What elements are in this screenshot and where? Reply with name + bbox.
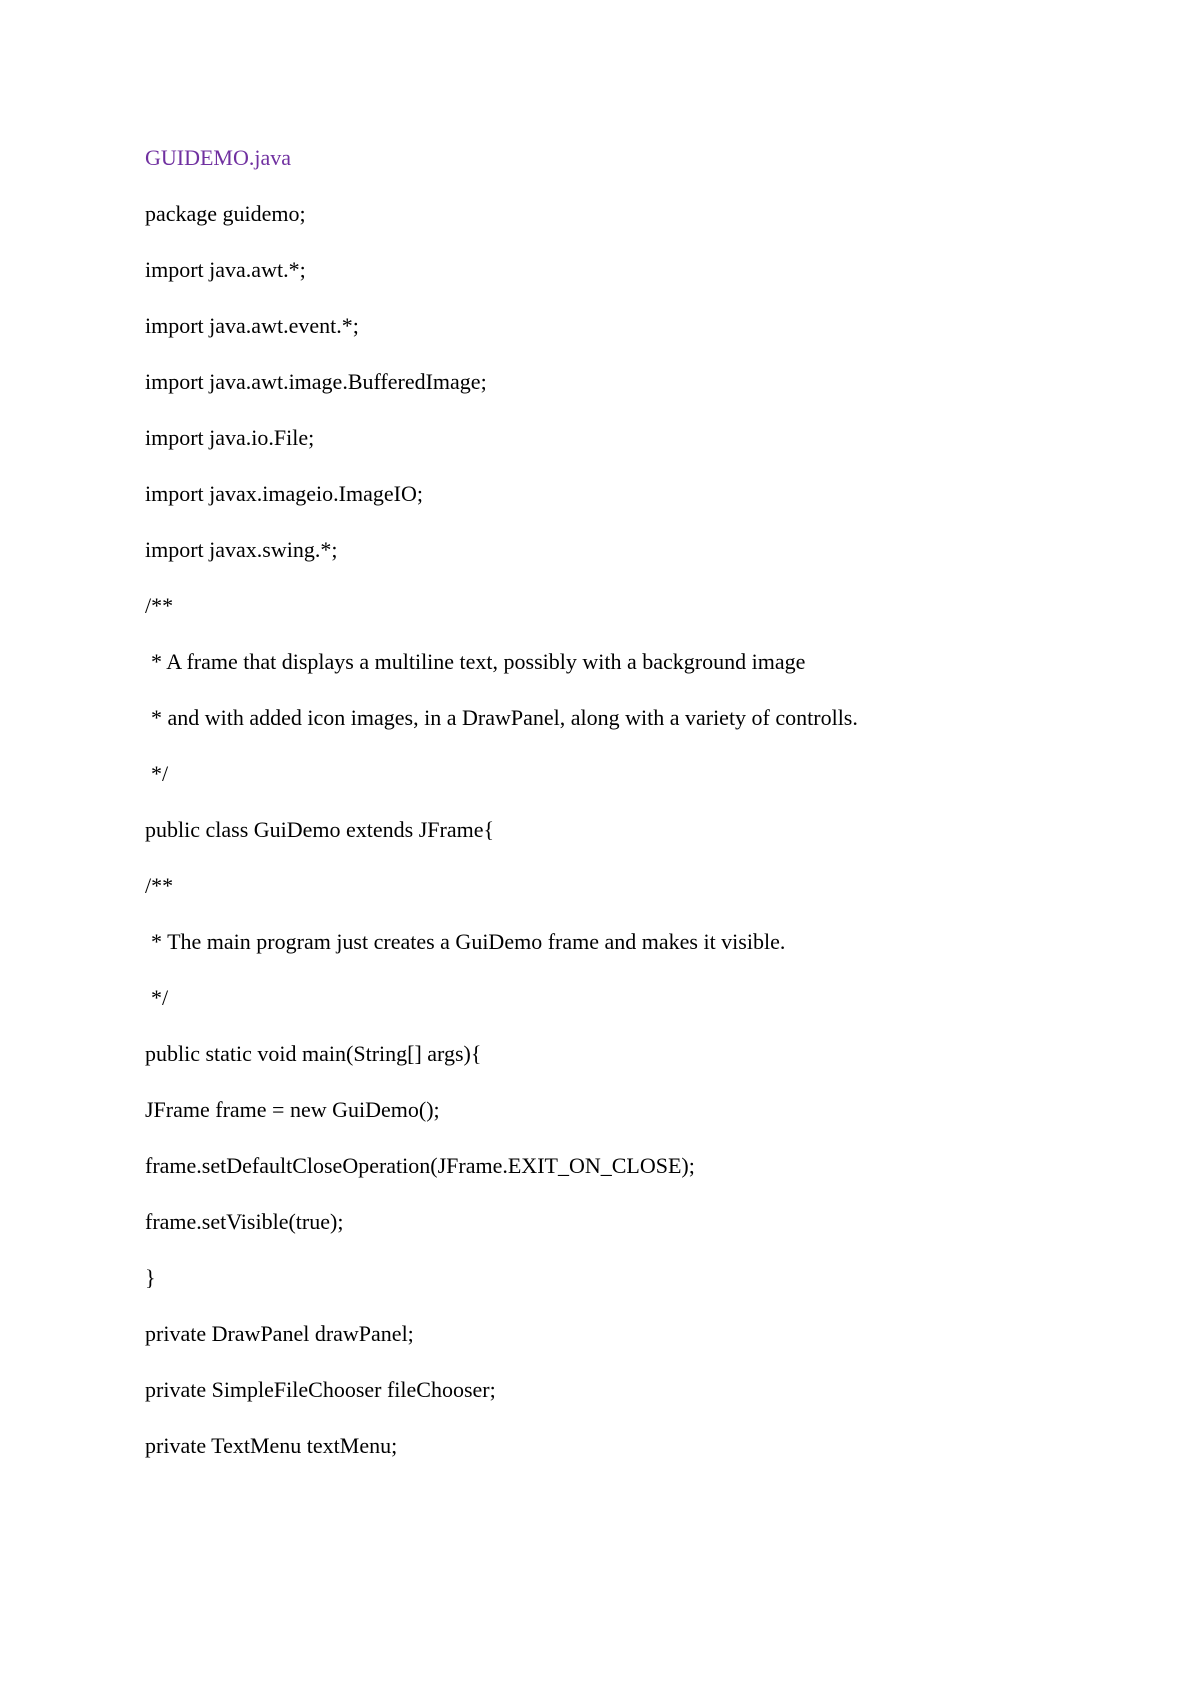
code-line-import-awt: import java.awt.*;: [145, 257, 306, 282]
code-line-comment-open: /**: [145, 593, 174, 618]
code-line-import-file: import java.io.File;: [145, 425, 315, 450]
code-line-import-buffered-image: import java.awt.image.BufferedImage;: [145, 369, 487, 394]
code-line-class-declaration: public class GuiDemo extends JFrame{: [145, 817, 495, 842]
code-line-comment-text-3: * The main program just creates a GuiDemo frame and makes it visible.: [151, 929, 786, 954]
file-title: GUIDEMO.java: [145, 145, 292, 170]
code-line-frame-visible: frame.setVisible(true);: [145, 1209, 344, 1234]
code-line-import-imageio: import javax.imageio.ImageIO;: [145, 481, 423, 506]
code-line-field-drawpanel: private DrawPanel drawPanel;: [145, 1321, 414, 1346]
code-line-field-filechooser: private SimpleFileChooser fileChooser;: [145, 1377, 496, 1402]
code-line-comment-open-2: /**: [145, 873, 174, 898]
code-line-comment-text-2: * and with added icon images, in a DrawPanel, along with a variety of controlls.: [151, 705, 858, 730]
code-line-brace-close: }: [145, 1265, 156, 1290]
code-line-comment-close-2: */: [151, 985, 169, 1010]
code-line-package: package guidemo;: [145, 201, 306, 226]
code-line-import-awt-event: import java.awt.event.*;: [145, 313, 359, 338]
code-line-import-swing: import javax.swing.*;: [145, 537, 338, 562]
code-line-main-method: public static void main(String[] args){: [145, 1041, 482, 1066]
code-line-comment-close: */: [151, 761, 169, 786]
code-line-frame-new: JFrame frame = new GuiDemo();: [145, 1097, 440, 1122]
document-body: [145, 142, 1125, 1486]
code-line-frame-close-op: frame.setDefaultCloseOperation(JFrame.EXIT_ON_CLOSE);: [145, 1153, 695, 1178]
code-line-comment-text-1: * A frame that displays a multiline text, possibly with a background image: [151, 649, 806, 674]
code-line-field-textmenu: private TextMenu textMenu;: [145, 1433, 398, 1458]
